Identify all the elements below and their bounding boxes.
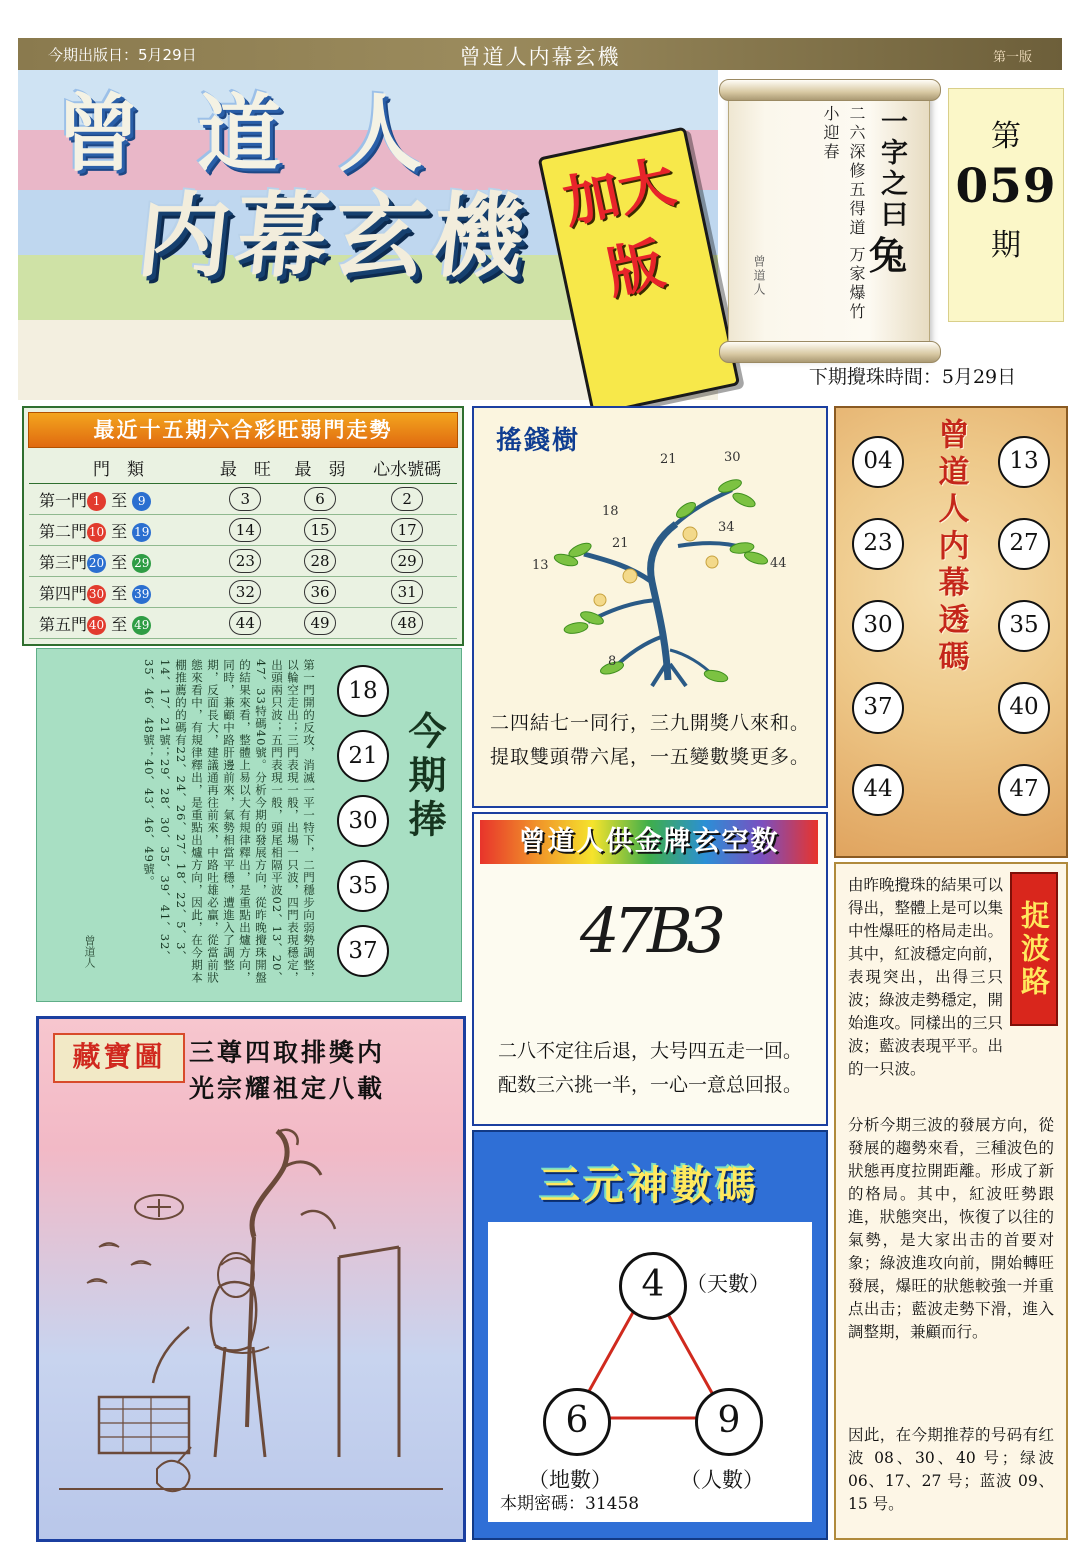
table-row xyxy=(29,484,457,515)
treasure-illustration xyxy=(39,1097,463,1527)
issue-suffix: 期 xyxy=(991,228,1021,263)
trend-hot-cell: 23 xyxy=(208,546,283,577)
inside-code-left-4: 44 xyxy=(852,764,904,816)
issue-number: 059 xyxy=(955,159,1057,214)
today-pick-2: 30 xyxy=(337,795,389,847)
table-row xyxy=(29,608,457,639)
trend-hot-cell: 44 xyxy=(208,608,283,639)
scroll-poem: 二六深修五得道 万家爆竹小迎春 xyxy=(821,105,866,323)
today-pick-1: 21 xyxy=(337,730,389,782)
sanyuan-panel xyxy=(472,1130,828,1540)
analysis-signature: 曾道人 xyxy=(83,935,96,968)
today-pick-4: 37 xyxy=(337,925,389,977)
sanyuan-diagram xyxy=(488,1222,812,1522)
trend-table-panel xyxy=(22,406,464,646)
analysis-vertical-text: 第一門開的反攻，消滅一平一特下，二門穩步向弱勢調整，以輪空走出；三門表現一般，出場一只波，四門表現穩定，出頭兩只波；五門表現一般，頭尾相隔平波02、13、20、47、33特碼40號。分析今期的發展方向，從昨晚攪珠開盤的結果來看，整體上易以大有規律釋出，是重點出爐方向，同時，兼顧中路肝邊前來，氣勢相當平穩，遭進入了調整期，反面長大，建議通再往前來，中路吐雄必贏，從當前狀態來看中，有規律釋出，是重點出爐方向，因此，在今期本棚推薦的的碼有22、24、26、27、18、22、5、3、14、17、21號；29、28、30、35、39、41、32、35、46、48號；40、43、46、49號。 xyxy=(142,659,316,984)
sanyuan-label-earth: （地數） xyxy=(528,1468,612,1492)
wave-analysis-paragraph-3: 因此，在今期推荐的号码有红波 08、30、40 号；绿波 06、17、27 号；蓝波 09、15 号。 xyxy=(848,1426,1054,1513)
inside-code-left-1: 23 xyxy=(852,518,904,570)
scroll-title: 一字之曰 xyxy=(876,107,907,231)
inside-code-left-2: 30 xyxy=(852,600,904,652)
table-row xyxy=(29,546,457,577)
sanyuan-code: 本期密碼：31458 xyxy=(500,1494,640,1514)
trend-hot-cell: 14 xyxy=(208,515,283,546)
trend-cold-cell: 28 xyxy=(283,546,358,577)
inside-code-title: 曾道人内幕透碼 xyxy=(932,418,969,677)
trend-hot-cell: 3 xyxy=(208,484,283,515)
trend-heading: 最近十五期六合彩旺弱門走勢 xyxy=(28,412,458,448)
treasure-badge: 藏寶圖 xyxy=(53,1033,185,1083)
inside-code-right-2: 35 xyxy=(998,600,1050,652)
treasure-map-panel xyxy=(36,1016,466,1542)
edition-label: 第一版 xyxy=(992,50,1032,65)
publish-date: 今期出版日：5月29日 xyxy=(48,46,197,64)
trend-cold-cell: 15 xyxy=(283,515,358,546)
wave-analysis-paragraph-1: 由昨晚攪珠的結果可以得出，整體上是可以集中性爆旺的格局走出。其中，紅波穩定向前，表現突出，出得三只波；綠波走勢穩定，開始進攻。同樣出的三只波；藍波表現平平。出的一只波。 xyxy=(848,876,1004,1078)
trend-pick-cell: 17 xyxy=(357,515,457,546)
money-tree-title: 搖錢樹 xyxy=(496,426,581,456)
sanyuan-node-sky: 4 xyxy=(619,1252,687,1320)
inside-code-right-4: 47 xyxy=(998,764,1050,816)
inside-code-number-grid xyxy=(834,406,1068,858)
trend-header-row xyxy=(29,452,457,484)
money-tree-text2: 提取雙頭帶六尾，一五變數獎更多。 xyxy=(489,746,810,768)
gold-plate-title: 曾道人供金牌玄空数 xyxy=(518,826,780,857)
tree-number-3: 34 xyxy=(718,520,735,535)
gold-plate-handwriting: 47B3 xyxy=(580,894,720,967)
table-row xyxy=(29,577,457,608)
wave-analysis-paragraph-2: 分析今期三波的發展方向，從發展的趨勢來看，三種波色的狀態再度拉開距離。形成了新的格局。其中，紅波旺勢跟進，狀態突出，恢復了以往的氣勢，是大家出击的首要对象；綠波進攻向前，開始轉旺發展，爆旺的狀態較強一并重点出击；藍波走勢下滑，進入調整期，兼顧而行。 xyxy=(848,1116,1054,1341)
stamp-label: 加大版 xyxy=(557,148,681,308)
issue-number-box xyxy=(948,88,1064,322)
today-picks-list xyxy=(337,665,393,990)
sanyuan-node-earth: 6 xyxy=(543,1388,611,1456)
gold-plate-panel xyxy=(472,812,828,1126)
trend-pick-cell: 31 xyxy=(357,577,457,608)
trend-col-hot: 最 旺 xyxy=(208,452,283,484)
inside-code-right-3: 40 xyxy=(998,682,1050,734)
next-draw-time: 下期攪珠時間：5月29日 xyxy=(808,366,1017,388)
tree-number-7: 8 xyxy=(608,654,617,669)
trend-cold-cell: 36 xyxy=(283,577,358,608)
masthead-line1: 曾 道 人 xyxy=(56,84,437,183)
wave-analysis-panel xyxy=(834,862,1068,1540)
gold-plate-line1: 二八不定往后退，大号四五走一回。 xyxy=(497,1040,802,1062)
table-row xyxy=(29,515,457,546)
today-pick-0: 18 xyxy=(337,665,389,717)
tree-number-4: 13 xyxy=(532,558,549,573)
sanyuan-title: 三元神數碼 xyxy=(540,1162,760,1209)
masthead-banner xyxy=(18,70,718,400)
sanyuan-label-sky: （天數） xyxy=(686,1272,770,1296)
analysis-green-panel xyxy=(36,648,462,1002)
money-tree-panel xyxy=(472,406,828,808)
gold-plate-title-bar xyxy=(480,820,818,864)
trend-gate-cell: 第二門 10 至 19 xyxy=(29,515,208,546)
scroll-rod-top-icon xyxy=(719,79,941,101)
today-pick-3: 35 xyxy=(337,860,389,912)
trend-gate-cell: 第五門 40 至 49 xyxy=(29,608,208,639)
scroll-signature: 曾道人 xyxy=(752,255,766,297)
inside-code-left-3: 37 xyxy=(852,682,904,734)
trend-table xyxy=(29,452,457,639)
money-tree-illustration xyxy=(480,450,820,700)
trend-col-gate: 門 類 xyxy=(29,452,208,484)
sanyuan-node-human: 9 xyxy=(695,1388,763,1456)
trend-gate-cell: 第一門 1 至 9 xyxy=(29,484,208,515)
scroll-rod-bottom-icon xyxy=(719,341,941,363)
trend-pick-cell: 48 xyxy=(357,608,457,639)
tree-number-2: 18 xyxy=(602,504,619,519)
trend-cold-cell: 6 xyxy=(283,484,358,515)
tree-number-1: 30 xyxy=(724,450,741,465)
gold-plate-line2: 配数三六挑一半，一心一意总回报。 xyxy=(497,1074,802,1096)
tree-number-6: 44 xyxy=(770,556,787,571)
trend-col-pick: 心水號碼 xyxy=(357,452,457,484)
trend-pick-cell: 2 xyxy=(357,484,457,515)
trend-hot-cell: 32 xyxy=(208,577,283,608)
page-title: 曾道人内幕玄機 xyxy=(459,45,621,69)
tree-number-0: 21 xyxy=(660,452,677,467)
sanyuan-label-human: （人數） xyxy=(680,1468,764,1492)
top-bar xyxy=(18,38,1062,70)
trend-cold-cell: 49 xyxy=(283,608,358,639)
today-picks-label: 今期捧 xyxy=(402,711,447,843)
treasure-line2: 光宗耀祖定八載 xyxy=(189,1074,386,1103)
word-of-issue-scroll xyxy=(728,84,930,358)
wave-analysis-tag: 捉波路 xyxy=(1010,872,1058,1026)
scroll-word: 兔 xyxy=(868,233,907,278)
treasure-line1: 三尊四取排獎内 xyxy=(189,1038,386,1067)
inside-code-left-0: 04 xyxy=(852,436,904,488)
trend-gate-cell: 第四門 30 至 39 xyxy=(29,577,208,608)
masthead-line2: 内幕玄機 xyxy=(132,182,536,290)
inside-code-right-0: 13 xyxy=(998,436,1050,488)
enlarged-edition-stamp xyxy=(538,128,734,412)
tree-number-5: 21 xyxy=(612,536,629,551)
trend-pick-cell: 29 xyxy=(357,546,457,577)
money-tree-text1: 二四結七一同行，三九開獎八來和。 xyxy=(489,712,810,734)
issue-prefix: 第 xyxy=(991,119,1021,154)
trend-col-cold: 最 弱 xyxy=(283,452,358,484)
inside-code-right-1: 27 xyxy=(998,518,1050,570)
trend-gate-cell: 第三門 20 至 29 xyxy=(29,546,208,577)
